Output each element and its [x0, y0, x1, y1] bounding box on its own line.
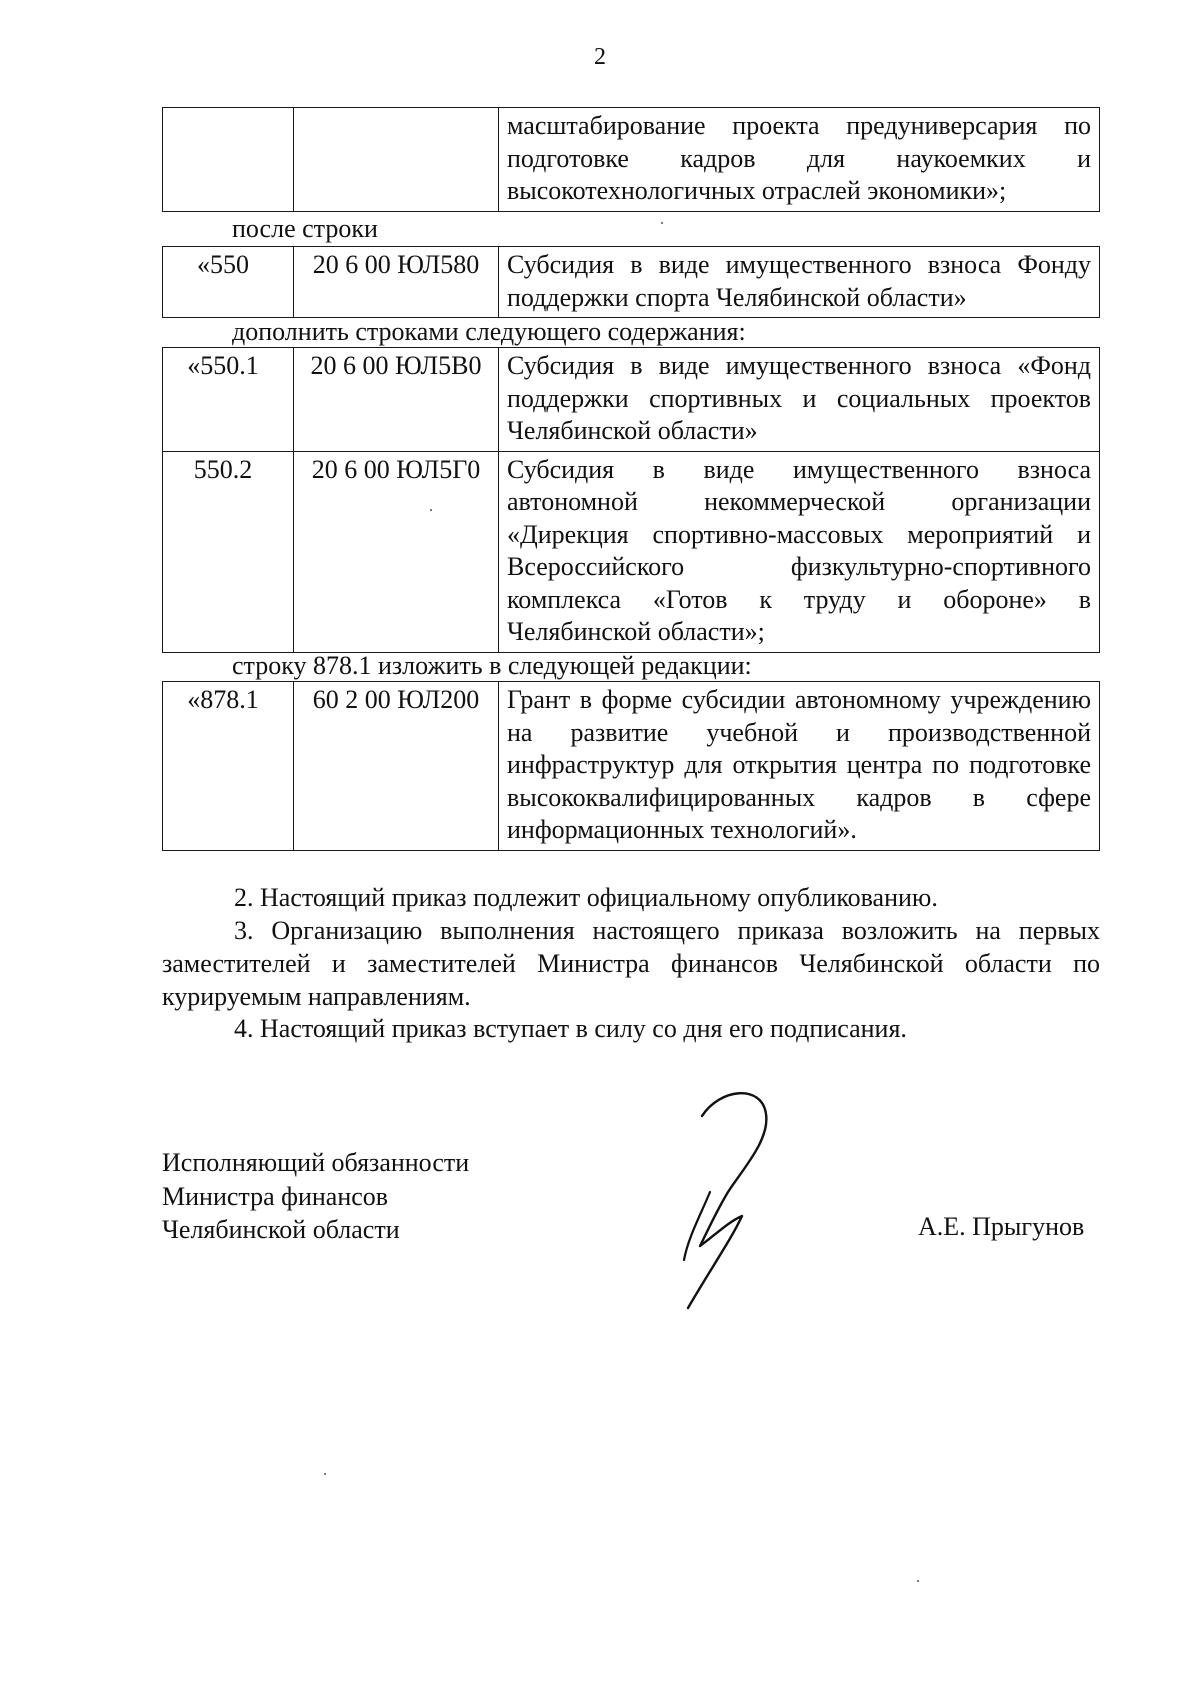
row-description-cell [499, 682, 1100, 851]
signatory-title-line: Челябинской области [162, 1215, 400, 1244]
description-line: поддержки спорта Челябинской области» [507, 282, 967, 312]
scan-speck [324, 1473, 326, 1475]
row-number-cell: «550 [163, 247, 294, 318]
description-line: Всероссийского физкультурно-спортивного [507, 552, 1091, 581]
row-code-cell [294, 108, 499, 212]
description-line: комплекса «Готов к труду и обороне» в [507, 584, 1091, 614]
description-line: высокотехнологичных отраслей экономики»; [507, 176, 1007, 205]
table-row [163, 108, 1100, 212]
description-line: Субсидия в виде имущественного взноса [507, 454, 1091, 484]
signatory-title-line: Министра финансов [162, 1181, 389, 1211]
row-number-cell: «550.1 [163, 348, 294, 452]
row-number-cell: «878.1 [163, 682, 294, 851]
description-line: автономной некоммерческой организации [507, 487, 1091, 516]
row-description-cell [499, 348, 1100, 452]
row-description-cell [499, 108, 1100, 212]
row-number-cell: 550.2 [163, 451, 294, 652]
table-row [163, 348, 1100, 452]
row-description-cell [499, 451, 1100, 652]
description-line: Челябинской области» [507, 416, 758, 445]
description-line: поддержки спортивных и социальных проектов [507, 383, 1091, 413]
row-description-cell [499, 247, 1100, 318]
scan-speck [661, 222, 663, 224]
description-line: «Дирекция спортивно-массовых мероприятий и [507, 519, 1091, 549]
table-continuation [162, 107, 1100, 212]
row-code-cell: 20 6 00 ЮЛ5Г0 [294, 451, 499, 652]
instruction-878: строку 878.1 изложить в следующей редакции: [232, 651, 752, 680]
description-line: масштабирование проекта предуниверсария по [507, 111, 1091, 140]
table-row [163, 247, 1100, 318]
row-code-cell: 60 2 00 ЮЛ200 [294, 682, 499, 851]
signatory-name: А.Е. Прыгунов [918, 1212, 1085, 1241]
description-line: информационных технологий». [507, 815, 857, 844]
scan-speck [917, 1580, 919, 1582]
page-number: 2 [594, 44, 606, 70]
description-line: Грант в форме субсидии автономному [507, 685, 941, 714]
instruction-after-row: после строки [232, 214, 378, 243]
description-line: учреждению на развитие учебной и [507, 685, 1091, 747]
instruction-add-rows: дополнить строками следующего содержания: [232, 317, 746, 346]
table-row [163, 682, 1100, 851]
description-line: центра по подготовке [846, 750, 1091, 779]
table-new-rows [162, 347, 1100, 653]
row-code-cell: 20 6 00 ЮЛ580 [294, 247, 499, 318]
table-row-550 [162, 246, 1100, 318]
description-line: Челябинской области»; [507, 617, 765, 646]
paragraph-3: 3. Организацию выполнения настоящего приказа возложить на первых заместителей и заместителей Министра финансов Челябинской области по курируемым направлениям. [162, 916, 1100, 1011]
signatory-title-line: Исполняющий обязанности [162, 1148, 470, 1177]
paragraph-4: 4. Настоящий приказ вступает в силу со дня его подписания. [234, 1014, 907, 1043]
description-line: производственной инфраструктур для открытия [507, 717, 1092, 779]
handwritten-signature [670, 1070, 780, 1320]
description-line: высококвалифицированных кадров в сфере [507, 782, 1091, 812]
description-line: подготовке кадров для наукоемких и [507, 143, 1091, 173]
scan-speck [430, 509, 432, 511]
row-code-cell: 20 6 00 ЮЛ5В0 [294, 348, 499, 452]
table-row-878 [162, 681, 1100, 851]
row-number-cell [163, 108, 294, 212]
description-line: Субсидия в виде имущественного взноса «Фонд [507, 351, 1091, 380]
description-line: Субсидия в виде имущественного взноса Фонду [507, 250, 1091, 279]
signatory-title [162, 1146, 469, 1247]
paragraph-2: 2. Настоящий приказ подлежит официальному опубликованию. [234, 883, 938, 912]
table-row [163, 451, 1100, 652]
